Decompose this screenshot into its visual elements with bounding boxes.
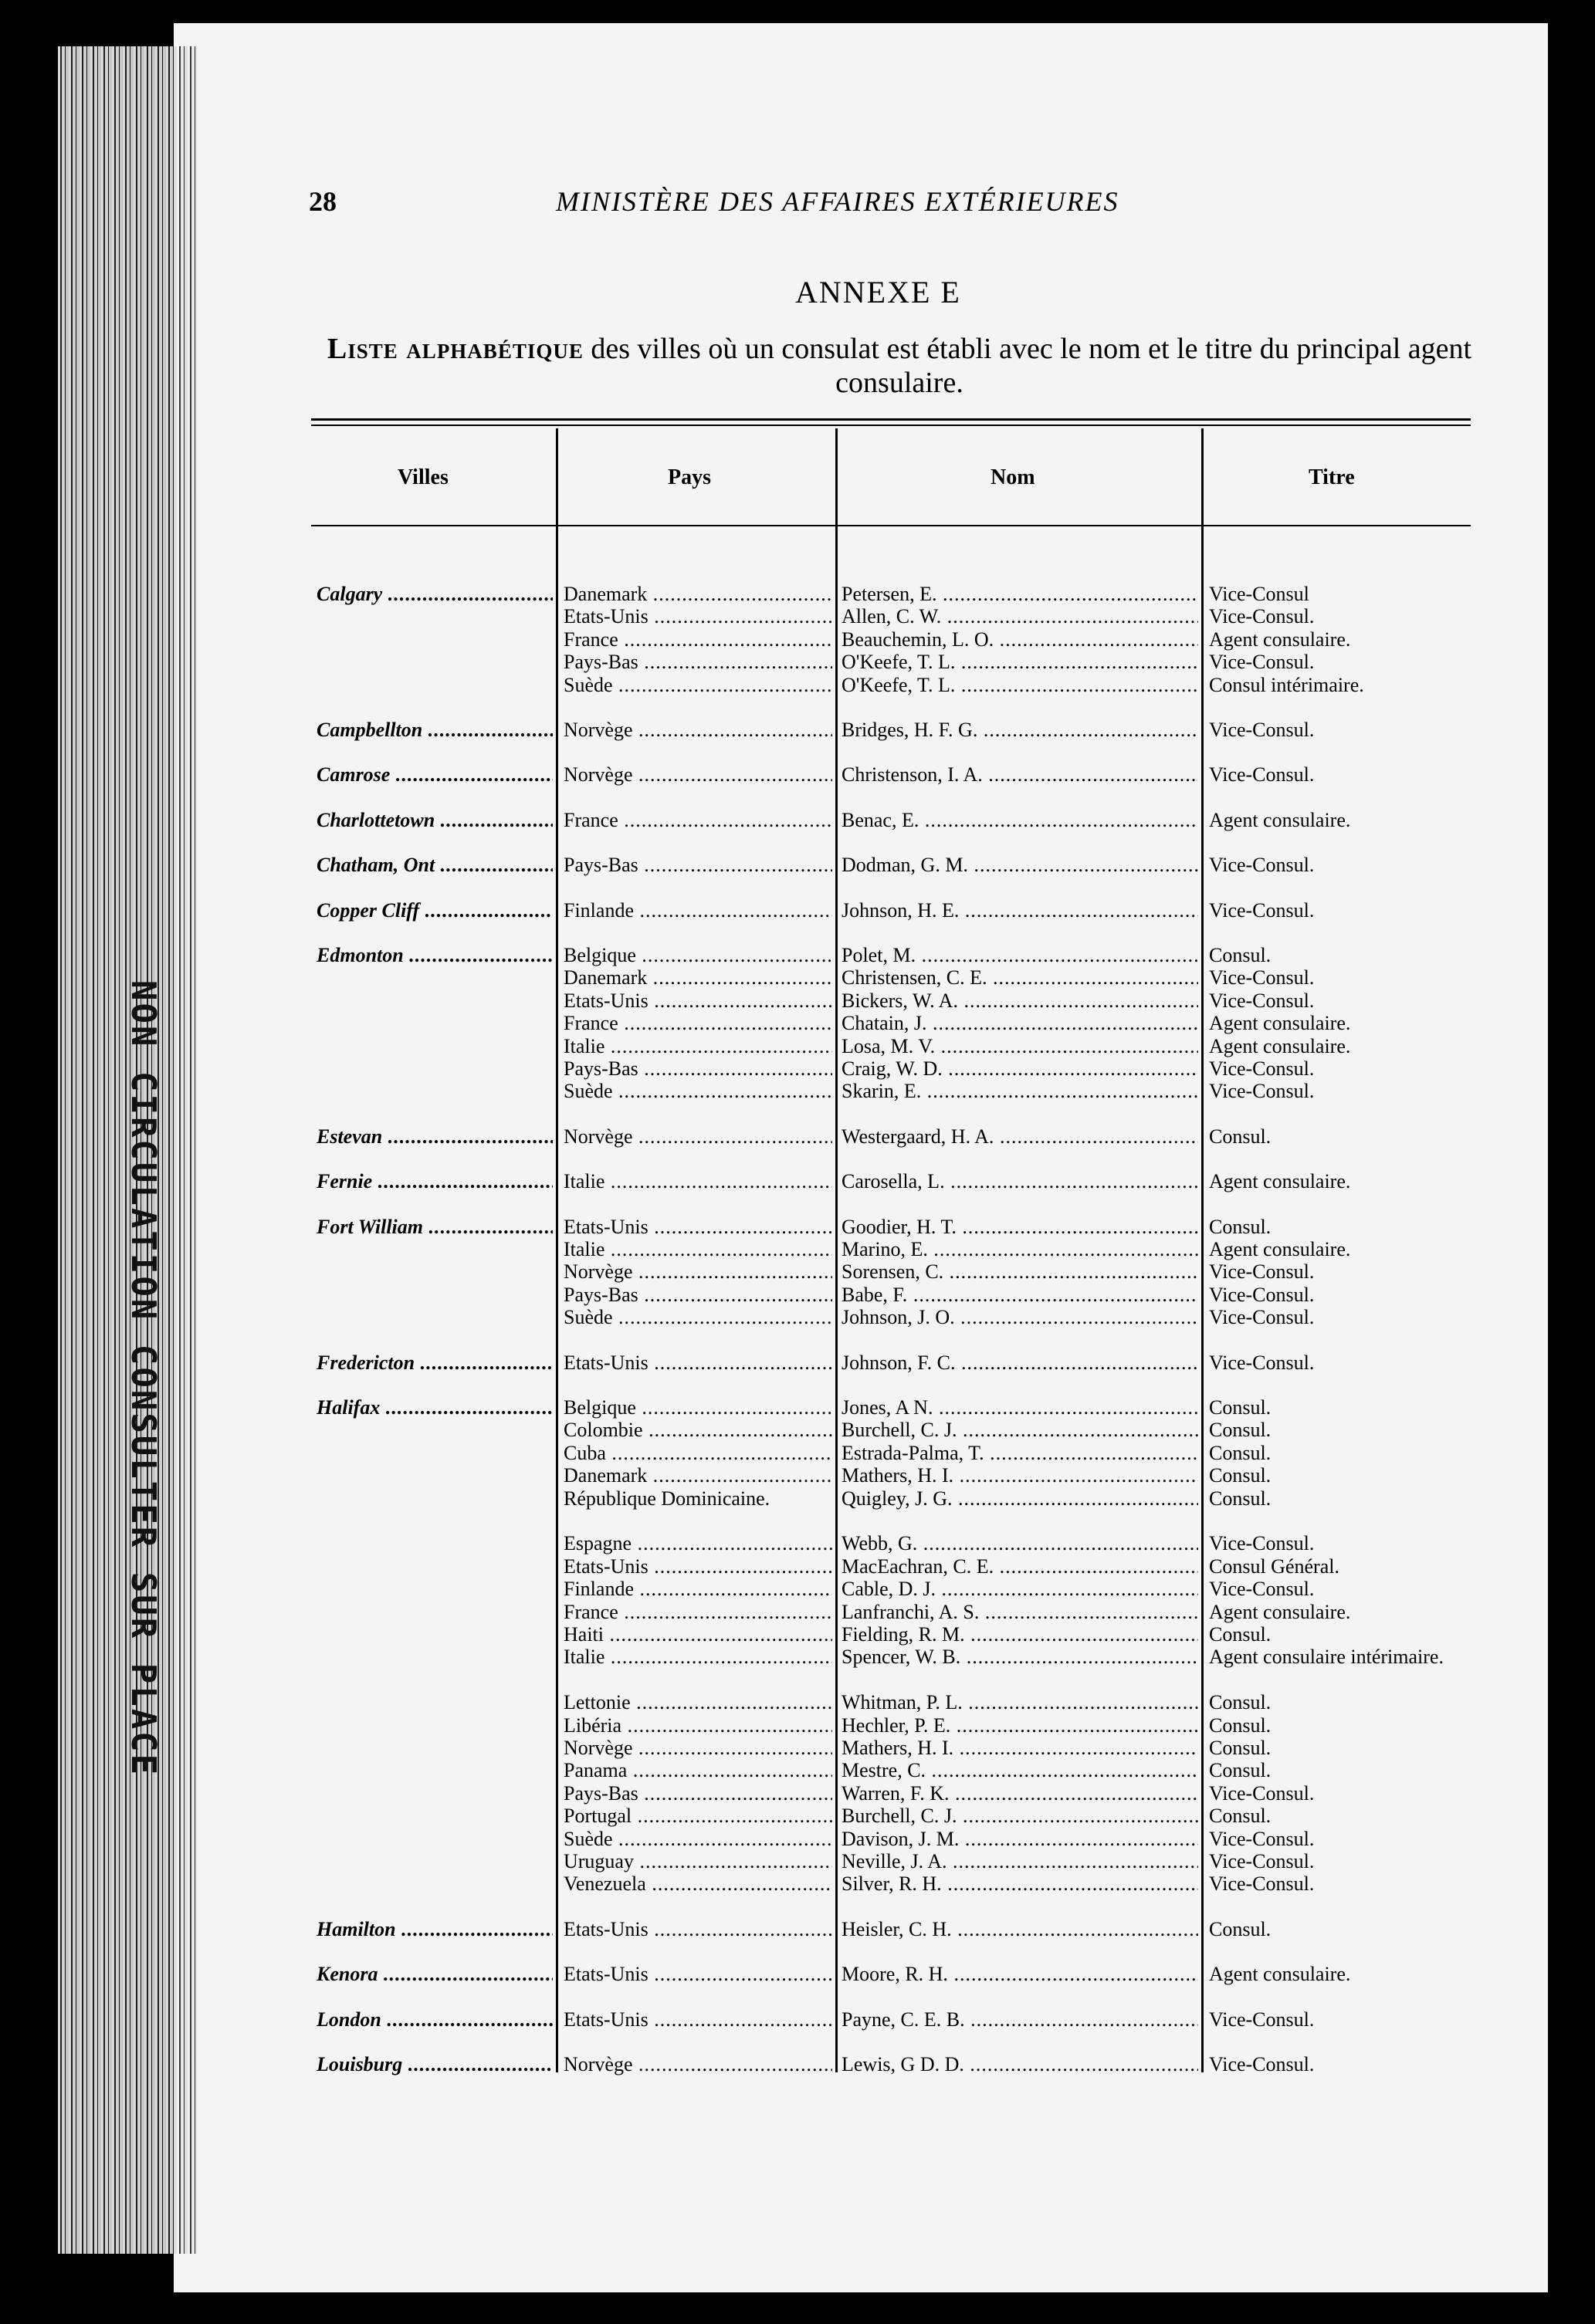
agent-name: Bridges, H. F. G. ..... <box>842 719 1198 741</box>
column-header-nom: Nom <box>991 465 1035 489</box>
annex-intro <box>317 332 1482 400</box>
agent-name: Webb, G. ..... <box>842 1532 1198 1554</box>
agent-title: Vice-Consul. <box>1209 1080 1315 1103</box>
agent-title: Agent consulaire. <box>1209 1238 1351 1260</box>
agent-name: Carosella, L. ..... <box>842 1170 1198 1192</box>
agent-title: Consul. <box>1209 1623 1272 1646</box>
agent-title: Vice-Consul. <box>1209 2008 1315 2031</box>
agent-title: Agent consulaire. <box>1209 1600 1351 1623</box>
city-name: Estevan ..... <box>317 1125 553 1148</box>
agent-name: O'Keefe, T. L. ..... <box>842 651 1198 673</box>
agent-title: Agent consulaire. <box>1209 1034 1351 1057</box>
country-name: Pays-Bas ..... <box>564 651 832 673</box>
country-name: Suède ..... <box>564 1306 832 1328</box>
country-name: Italie ..... <box>564 1238 832 1260</box>
agent-title: Consul. <box>1209 1215 1272 1238</box>
agent-title: Vice-Consul. <box>1209 989 1315 1012</box>
country-name: Finlande ..... <box>564 1578 832 1600</box>
country-name: Cuba ..... <box>564 1442 832 1464</box>
agent-name: Lanfranchi, A. S. ..... <box>842 1601 1198 1623</box>
agent-name: Neville, J. A. ..... <box>842 1850 1198 1872</box>
agent-name: Spencer, W. B. ..... <box>842 1646 1198 1668</box>
column-header-pays: Pays <box>668 465 711 489</box>
city-name: Hamilton ..... <box>317 1918 553 1940</box>
country-name: Danemark ..... <box>564 583 832 605</box>
agent-name: Johnson, F. C. ..... <box>842 1351 1198 1374</box>
header-bottom-rule <box>311 525 1471 526</box>
agent-title: Vice-Consul. <box>1209 651 1315 674</box>
country-name: France ..... <box>564 1012 832 1034</box>
agent-title: Vice-Consul. <box>1209 719 1315 741</box>
agent-title: Agent consulaire. <box>1209 628 1351 651</box>
column-divider-1 <box>556 428 558 2072</box>
agent-name: Christensen, C. E. ..... <box>842 966 1198 989</box>
agent-name: Mestre, C. ..... <box>842 1759 1198 1781</box>
agent-title: Consul. <box>1209 1713 1272 1737</box>
country-name: Norvège ..... <box>564 763 832 786</box>
city-name: Chatham, Ont ..... <box>317 854 553 876</box>
agent-title: Consul. <box>1209 1125 1272 1148</box>
country-name: France ..... <box>564 809 832 831</box>
agent-name: Babe, F. ..... <box>842 1284 1198 1306</box>
agent-name: Jones, A N. ..... <box>842 1396 1198 1419</box>
scan-edge <box>1548 54 1595 2269</box>
city-name: Camrose ..... <box>317 763 553 786</box>
agent-title: Consul. <box>1209 1464 1272 1487</box>
agent-title: Consul. <box>1209 1441 1272 1464</box>
country-name: Norvège ..... <box>564 1260 832 1283</box>
intro-rest: des villes où un consulat est établi avec le nom et le titre du principal agent consulaire. <box>583 333 1472 399</box>
agent-title: Consul. <box>1209 1691 1272 1714</box>
country-name: France ..... <box>564 628 832 651</box>
table-top-rule <box>311 418 1471 421</box>
country-name: Danemark ..... <box>564 1464 832 1487</box>
agent-name: Marino, E. ..... <box>842 1238 1198 1260</box>
agent-name: Bickers, W. A. ..... <box>842 989 1198 1012</box>
city-name: Fernie ..... <box>317 1170 553 1192</box>
agent-name: Whitman, P. L. ..... <box>842 1691 1198 1713</box>
country-name: Pays-Bas ..... <box>564 1782 832 1805</box>
agent-title: Vice-Consul. <box>1209 966 1315 989</box>
country-name: Italie ..... <box>564 1170 832 1192</box>
agent-name: Silver, R. H. ..... <box>842 1872 1198 1895</box>
agent-name: Beauchemin, L. O. ..... <box>842 628 1198 651</box>
agent-title: Agent consulaire. <box>1209 1012 1351 1035</box>
agent-name: Sorensen, C. ..... <box>842 1260 1198 1283</box>
agent-name: Davison, J. M. ..... <box>842 1828 1198 1850</box>
agent-name: Burchell, C. J. ..... <box>842 1419 1198 1441</box>
country-name: Portugal ..... <box>564 1805 832 1827</box>
agent-name: Goodier, H. T. ..... <box>842 1216 1198 1238</box>
agent-name: Burchell, C. J. ..... <box>842 1805 1198 1827</box>
country-name: Belgique ..... <box>564 944 832 966</box>
country-name: Suède ..... <box>564 1828 832 1850</box>
agent-name: Lewis, G D. D. ..... <box>842 2053 1198 2075</box>
agent-name: Estrada-Palma, T. ..... <box>842 1442 1198 1464</box>
agent-name: Fielding, R. M. ..... <box>842 1623 1198 1646</box>
city-name: Fort William ..... <box>317 1216 553 1238</box>
agent-name: Mathers, H. I. ..... <box>842 1737 1198 1759</box>
country-name: Venezuela ..... <box>564 1872 832 1895</box>
city-name: Campbellton ..... <box>317 719 553 741</box>
agent-title: Vice-Consul. <box>1209 1578 1315 1601</box>
agent-title: Vice-Consul. <box>1209 763 1315 787</box>
country-name: Belgique ..... <box>564 1396 832 1419</box>
country-name: Lettonie ..... <box>564 1691 832 1713</box>
agent-name: MacEachran, C. E. ..... <box>842 1555 1198 1578</box>
agent-title: Vice-Consul. <box>1209 1781 1315 1805</box>
library-stamp: NON CIRCULATION CONSULTER SUR PLACE <box>124 980 163 1778</box>
city-name: London ..... <box>317 2008 553 2031</box>
column-header-titre: Titre <box>1309 465 1355 489</box>
city-name: Edmonton ..... <box>317 944 553 966</box>
country-name: Finlande ..... <box>564 899 832 922</box>
agent-name: Cable, D. J. ..... <box>842 1578 1198 1600</box>
agent-name: Hechler, P. E. ..... <box>842 1714 1198 1737</box>
agent-name: Benac, E. ..... <box>842 809 1198 831</box>
agent-name: Skarin, E. ..... <box>842 1080 1198 1102</box>
column-divider-2 <box>835 428 838 2072</box>
agent-title: Vice-Consul. <box>1209 2053 1315 2075</box>
agent-title: Vice-Consul. <box>1209 1351 1315 1374</box>
agent-title: Consul. <box>1209 1737 1272 1759</box>
agent-name: O'Keefe, T. L. ..... <box>842 674 1198 696</box>
agent-title: Consul Général. <box>1209 1554 1339 1578</box>
country-name: Pays-Bas ..... <box>564 854 832 876</box>
agent-name: Payne, C. E. B. ..... <box>842 2008 1198 2031</box>
country-name: République Dominicaine. <box>564 1487 770 1510</box>
agent-name: Losa, M. V. ..... <box>842 1035 1198 1057</box>
city-name: Fredericton ..... <box>317 1351 553 1374</box>
agent-name: Dodman, G. M. ..... <box>842 854 1198 876</box>
city-name: Louisburg ..... <box>317 2053 553 2075</box>
country-name: Etats-Unis ..... <box>564 1555 832 1578</box>
agent-title: Agent consulaire intérimaire. <box>1209 1646 1444 1669</box>
agent-title: Vice-Consul. <box>1209 1850 1315 1872</box>
agent-name: Polet, M. ..... <box>842 944 1198 966</box>
country-name: Colombie ..... <box>564 1419 832 1441</box>
country-name: Etats-Unis ..... <box>564 1963 832 1985</box>
column-header-villes: Villes <box>398 465 449 489</box>
country-name: Norvège ..... <box>564 2053 832 2075</box>
agent-name: Johnson, H. E. ..... <box>842 899 1198 922</box>
country-name: Norvège ..... <box>564 1125 832 1148</box>
agent-name: Petersen, E. ..... <box>842 583 1198 605</box>
country-name: Espagne ..... <box>564 1532 832 1554</box>
table-top-rule-inner <box>311 425 1471 426</box>
city-name: Calgary ..... <box>317 583 553 605</box>
agent-name: Allen, C. W. ..... <box>842 605 1198 628</box>
country-name: Etats-Unis ..... <box>564 989 832 1012</box>
running-title: MINISTÈRE DES AFFAIRES EXTÉRIEURES <box>556 186 1119 217</box>
country-name: Danemark ..... <box>564 966 832 989</box>
country-name: Uruguay ..... <box>564 1850 832 1872</box>
country-name: France ..... <box>564 1601 832 1623</box>
agent-name: Westergaard, H. A. ..... <box>842 1125 1198 1148</box>
agent-name: Heisler, C. H. ..... <box>842 1918 1198 1940</box>
city-name: Charlottetown ..... <box>317 809 553 831</box>
agent-title: Vice-Consul. <box>1209 898 1315 922</box>
agent-title: Consul intérimaire. <box>1209 673 1364 696</box>
agent-name: Craig, W. D. ..... <box>842 1057 1198 1080</box>
agent-title: Consul. <box>1209 1917 1272 1940</box>
agent-title: Vice-Consul. <box>1209 1872 1315 1896</box>
country-name: Pays-Bas ..... <box>564 1284 832 1306</box>
country-name: Etats-Unis ..... <box>564 2008 832 2031</box>
agent-name: Mathers, H. I. ..... <box>842 1464 1198 1487</box>
agent-name: Chatain, J. ..... <box>842 1012 1198 1034</box>
agent-name: Quigley, J. G. ..... <box>842 1487 1198 1510</box>
city-name: Kenora ..... <box>317 1963 553 1985</box>
country-name: Panama ..... <box>564 1759 832 1781</box>
agent-title: Vice-Consul <box>1209 583 1309 605</box>
agent-title: Vice-Consul. <box>1209 1283 1315 1306</box>
country-name: Suède ..... <box>564 1080 832 1102</box>
agent-title: Consul. <box>1209 1759 1272 1782</box>
agent-title: Consul. <box>1209 1487 1272 1510</box>
agent-title: Vice-Consul. <box>1209 854 1315 877</box>
country-name: Etats-Unis ..... <box>564 605 832 628</box>
country-name: Italie ..... <box>564 1646 832 1668</box>
country-name: Pays-Bas ..... <box>564 1057 832 1080</box>
city-name: Copper Cliff ..... <box>317 899 553 922</box>
agent-title: Agent consulaire. <box>1209 1170 1351 1193</box>
country-name: Libéria ..... <box>564 1714 832 1737</box>
agent-title: Agent consulaire. <box>1209 1963 1351 1986</box>
agent-title: Vice-Consul. <box>1209 1532 1315 1555</box>
intro-lead: Liste alphabétique <box>327 333 584 365</box>
agent-title: Consul. <box>1209 1396 1272 1419</box>
country-name: Etats-Unis ..... <box>564 1351 832 1374</box>
agent-title: Vice-Consul. <box>1209 1057 1315 1080</box>
agent-title: Vice-Consul. <box>1209 605 1315 628</box>
country-name: Italie ..... <box>564 1035 832 1057</box>
agent-title: Consul. <box>1209 1805 1272 1828</box>
column-divider-3 <box>1201 428 1204 2072</box>
agent-title: Consul. <box>1209 944 1272 966</box>
agent-name: Warren, F. K. ..... <box>842 1782 1198 1805</box>
agent-title: Agent consulaire. <box>1209 808 1351 831</box>
agent-title: Vice-Consul. <box>1209 1260 1315 1284</box>
agent-name: Johnson, J. O. ..... <box>842 1306 1198 1328</box>
country-name: Norvège ..... <box>564 1737 832 1759</box>
country-name: Etats-Unis ..... <box>564 1918 832 1940</box>
agent-title: Vice-Consul. <box>1209 1306 1315 1329</box>
agent-title: Consul. <box>1209 1419 1272 1442</box>
country-name: Norvège ..... <box>564 719 832 741</box>
agent-title: Vice-Consul. <box>1209 1827 1315 1850</box>
country-name: Haiti ..... <box>564 1623 832 1646</box>
country-name: Suède ..... <box>564 674 832 696</box>
annex-title: ANNEXE E <box>795 275 961 310</box>
page-number: 28 <box>309 186 337 217</box>
agent-name: Moore, R. H. ..... <box>842 1963 1198 1985</box>
country-name: Etats-Unis ..... <box>564 1216 832 1238</box>
city-name: Halifax ..... <box>317 1396 553 1419</box>
agent-name: Christenson, I. A. ..... <box>842 763 1198 786</box>
